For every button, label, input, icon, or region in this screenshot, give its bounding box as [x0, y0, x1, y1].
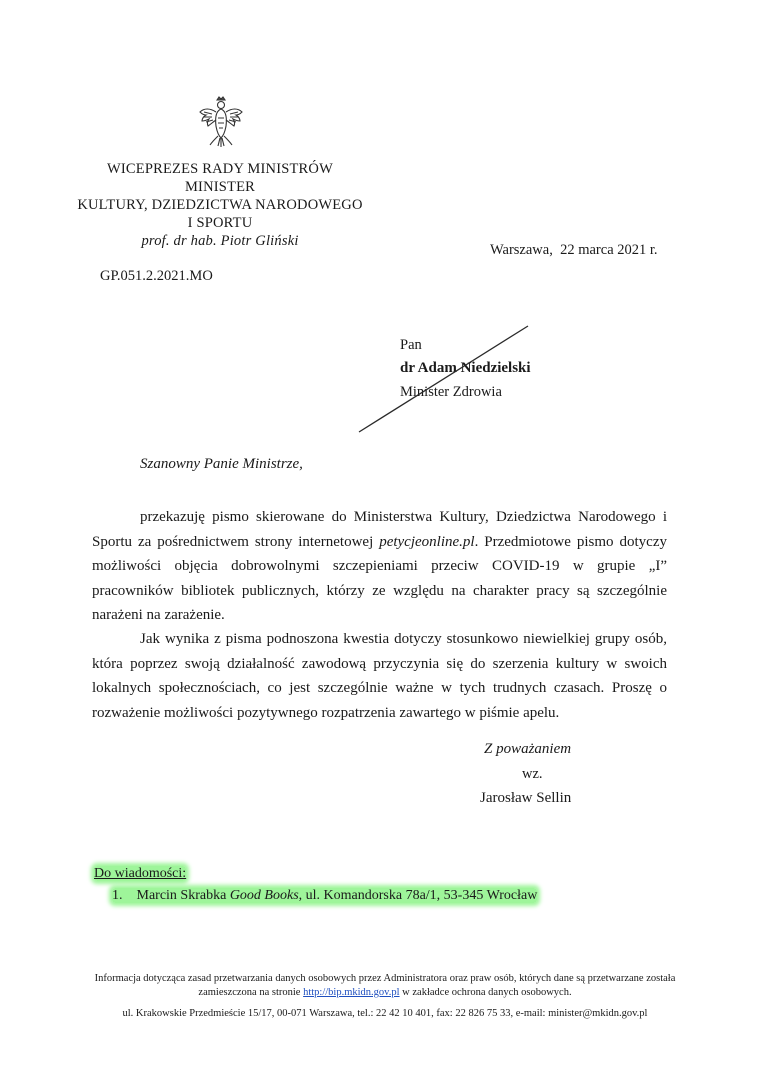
cc-heading-text: Do wiadomości: [94, 866, 187, 881]
paragraph1-text-a: przekazuję pismo skierowane do Ministerstwa Kultury, Dziedzictwa Narodowego i Sportu za pośrednictwem strony internetowej [92, 509, 667, 550]
paragraph1-text-b: . Przedmiotowe pismo dotyczy możliwości objęcia dobrowolnymi szczepieniami przeciw COVID-19 w grupie „I” pracowników bibliotek publicznych, którzy ze względu na charakter pracy są szczególnie narażeni na zarażenie. [92, 533, 667, 623]
footer-info-line2 [60, 986, 710, 1000]
letterhead-line2: MINISTER [184, 179, 256, 195]
place-date: Warszawa, 22 marca 2021 r. [490, 242, 658, 258]
reference-number: GP.051.2.2021.MO [100, 268, 213, 284]
body-paragraph-1 [92, 505, 667, 628]
cc-item-name: Marcin Skrabka [136, 888, 230, 903]
letterhead-line1: WICEPREZES RADY MINISTRÓW [107, 161, 333, 177]
recipient-name: dr Adam Niedzielski [400, 360, 531, 376]
diagonal-strike-line [356, 324, 532, 436]
cc-item-address: , ul. Komandorska 78a/1, 53-345 Wrocław [298, 888, 538, 903]
body-paragraph-2: Jak wynika z pisma podnoszona kwestia dotyczy stosunkowo niewielkiej grupy osób, która poprzez swoją działalność zawodową przyczynia się do szerzenia kultury w swoich lokalnych społecznościach, co jest szczególnie ważne w tych trudnych czasach. Proszę o rozważenie możliwości pozytywnego rozpatrzenia zawartego w piśmie apelu. [92, 631, 667, 721]
recipient-title: Minister Zdrowia [400, 384, 502, 400]
paragraph1-site: petycjeonline.pl [379, 533, 475, 550]
cc-item [112, 888, 537, 904]
footer-info-line1: Informacja dotycząca zasad przetwarzania danych osobowych przez Administratora oraz praw osób, których dane są przetwarzane została [94, 973, 676, 984]
greeting: Szanowny Panie Ministrze, [140, 456, 303, 472]
closing-wz: wz. [522, 766, 543, 782]
footer-bip-link[interactable]: http://bip.mkidn.gov.pl [303, 987, 400, 998]
letterhead-signer: prof. dr hab. Piotr Gliński [141, 233, 299, 249]
recipient-salutation: Pan [400, 337, 422, 353]
cc-heading [94, 866, 186, 882]
cc-item-highlight [112, 888, 537, 903]
footer-info-text-end: w zakładce ochrona danych osobowych. [399, 987, 572, 998]
footer-info-text: zamieszczona na stronie [198, 987, 304, 998]
cc-item-number: 1. [112, 888, 123, 903]
cc-item-company: Good Books [229, 888, 299, 903]
letterhead-line4: I SPORTU [187, 215, 253, 231]
white-eagle-emblem-icon [198, 96, 244, 148]
letterhead-line3: KULTURY, DZIEDZICTWA NARODOWEGO [77, 197, 363, 213]
footer-address: ul. Krakowskie Przedmieście 15/17, 00-071 Warszawa, tel.: 22 42 10 401, fax: 22 826 75 33, e-mail: minister@mkidn.gov.pl [122, 1008, 648, 1019]
closing-regards: Z poważaniem [484, 741, 572, 757]
footer-privacy-info [60, 972, 710, 1000]
closing-name: Jarosław Sellin [480, 790, 572, 806]
